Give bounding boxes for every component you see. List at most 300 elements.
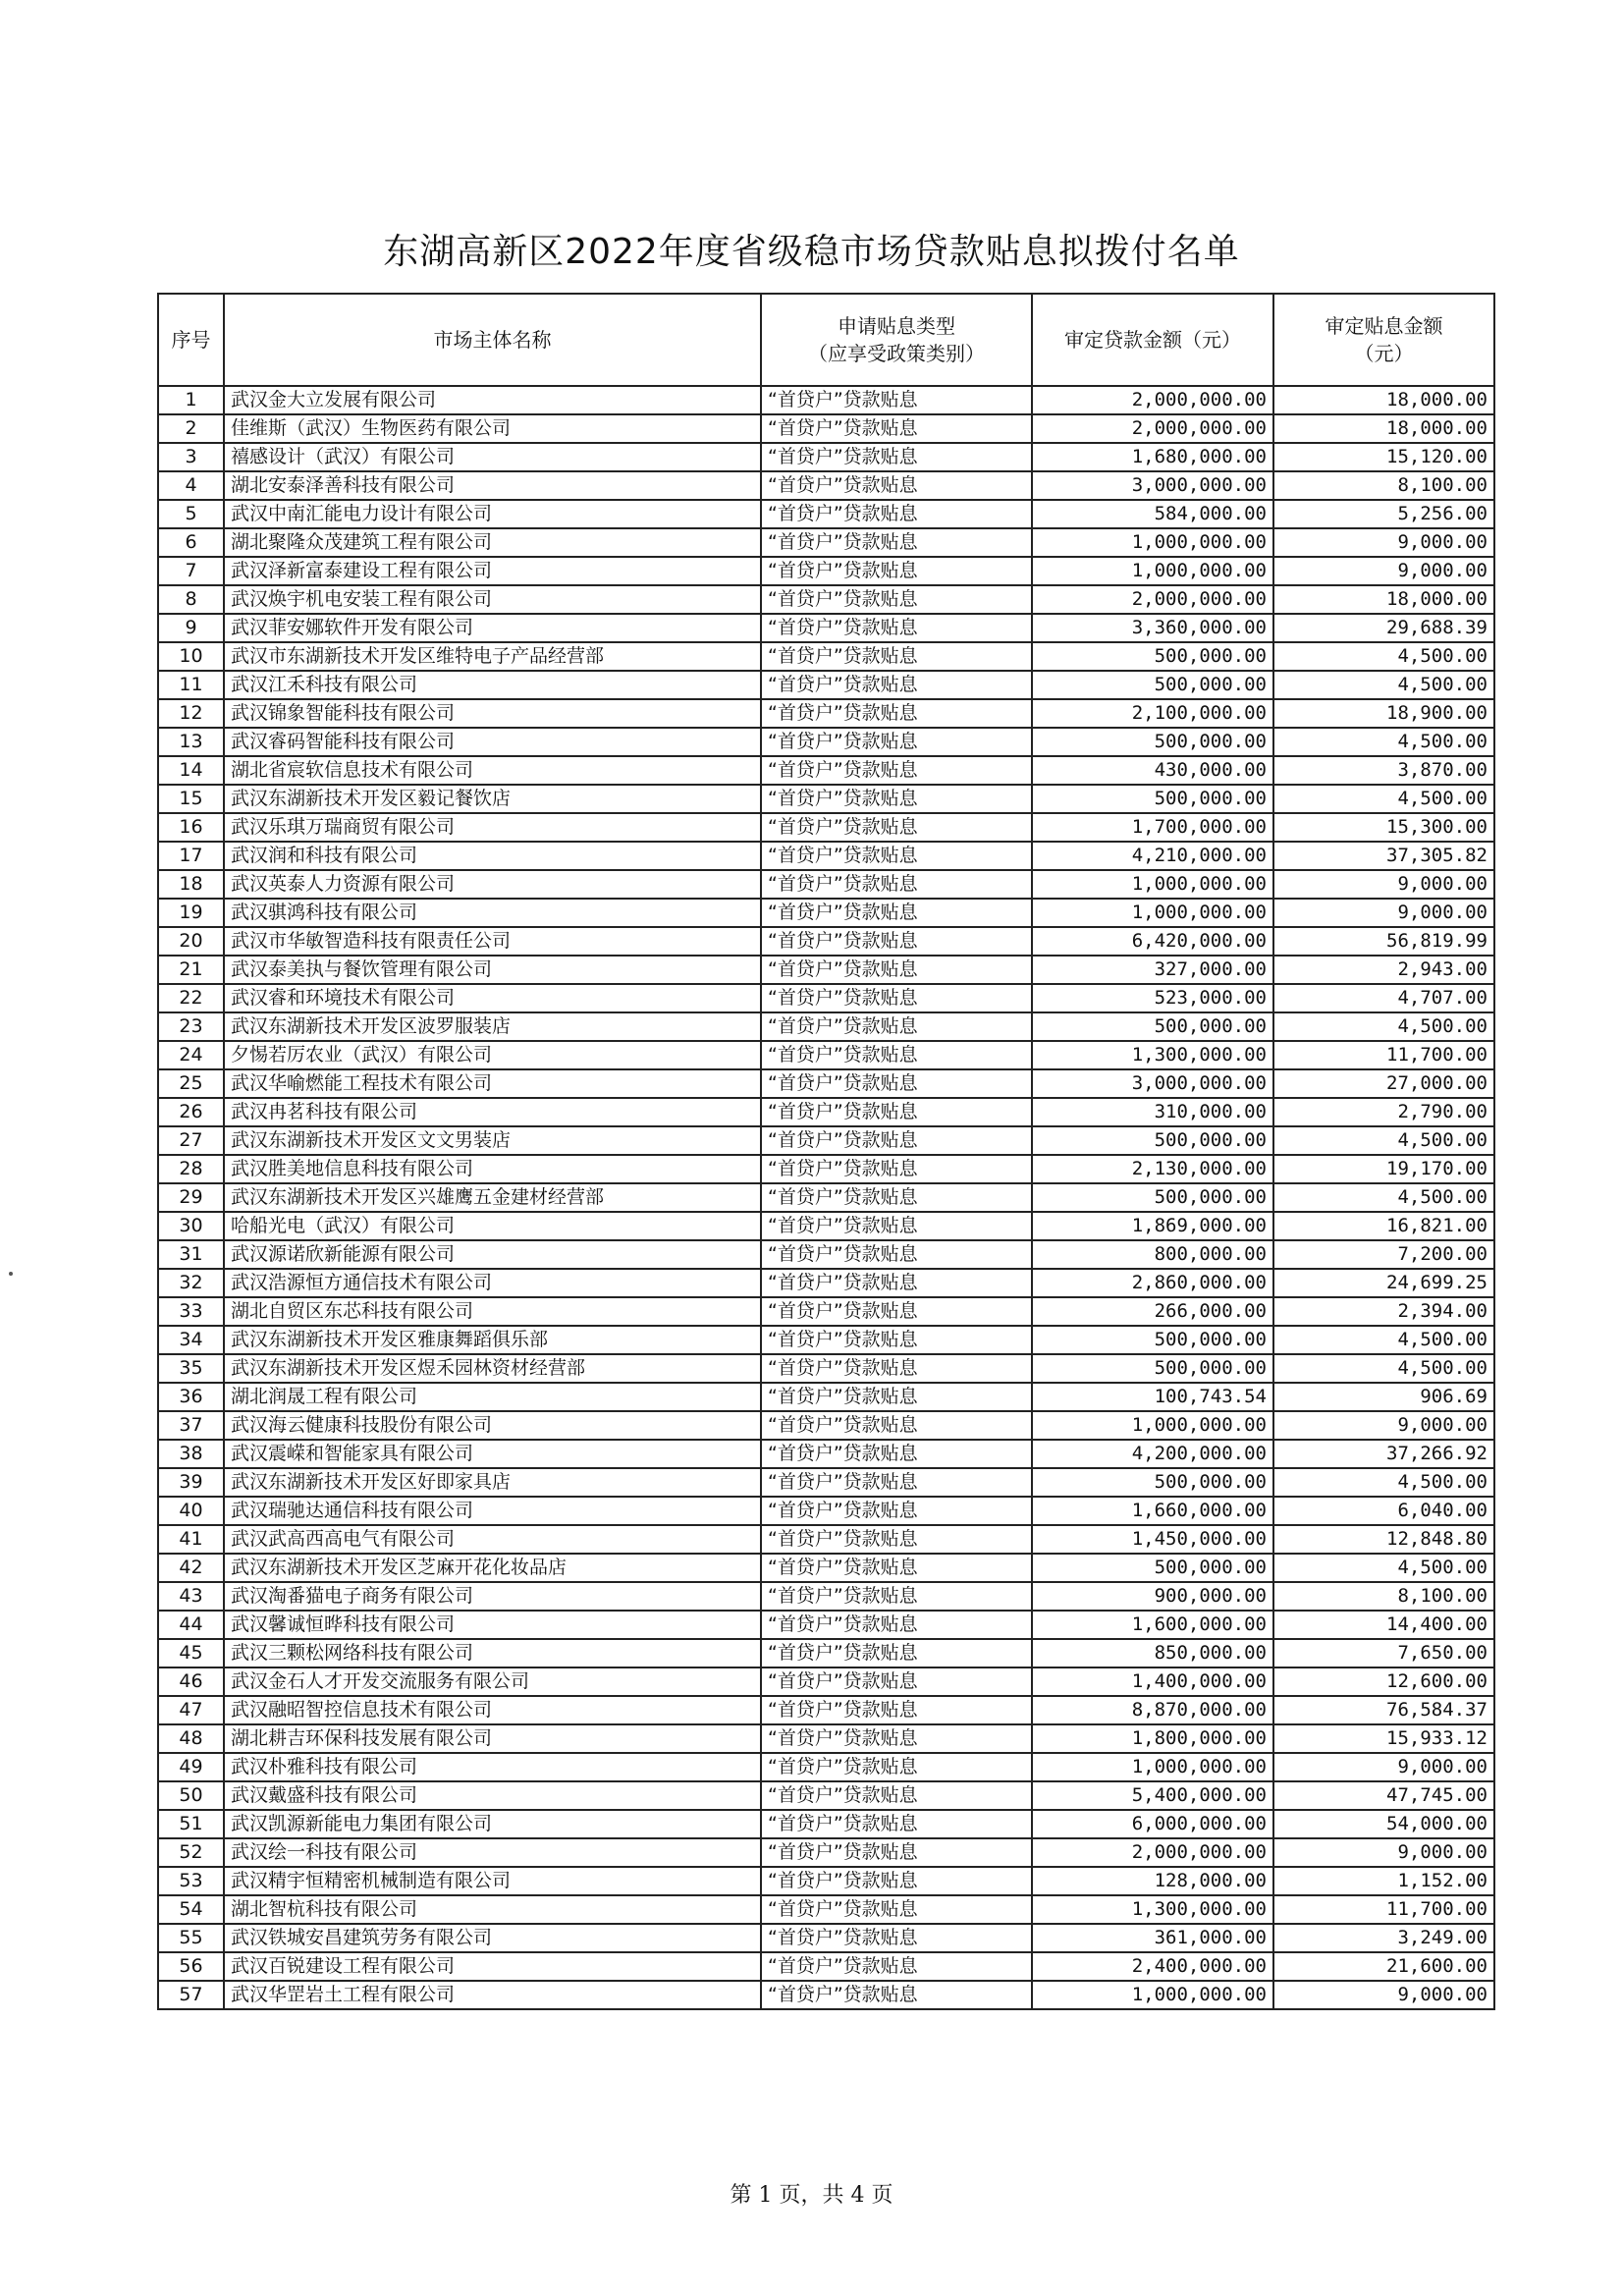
row-type: “首贷户”贷款贴息 — [761, 1098, 1032, 1126]
table-body — [158, 386, 1494, 2009]
page-title: 东湖高新区2022年度省级稳市场贷款贴息拟拨付名单 — [383, 232, 1240, 272]
row-loan: 1,450,000.00 — [1032, 1525, 1273, 1554]
row-name: 武汉戴盛科技有限公司 — [224, 1781, 761, 1810]
table-row — [158, 1269, 1494, 1297]
row-loan: 500,000.00 — [1032, 1183, 1273, 1212]
table-row — [158, 1724, 1494, 1753]
table-row — [158, 1525, 1494, 1554]
row-interest: 21,600.00 — [1273, 1952, 1494, 1981]
row-name: 湖北安泰泽善科技有限公司 — [224, 471, 761, 500]
row-loan: 1,660,000.00 — [1032, 1497, 1273, 1525]
row-loan: 500,000.00 — [1032, 1126, 1273, 1155]
row-interest: 9,000.00 — [1273, 528, 1494, 557]
row-seq: 33 — [158, 1297, 224, 1326]
row-loan: 1,000,000.00 — [1032, 557, 1273, 585]
row-type: “首贷户”贷款贴息 — [761, 728, 1032, 756]
row-seq: 15 — [158, 785, 224, 813]
row-type: “首贷户”贷款贴息 — [761, 1667, 1032, 1696]
row-seq: 7 — [158, 557, 224, 585]
row-name: 武汉睿和环境技术有限公司 — [224, 984, 761, 1012]
row-seq: 11 — [158, 671, 224, 699]
row-interest: 19,170.00 — [1273, 1155, 1494, 1183]
row-type: “首贷户”贷款贴息 — [761, 1525, 1032, 1554]
row-loan: 800,000.00 — [1032, 1240, 1273, 1269]
row-name: 武汉焕宇机电安装工程有限公司 — [224, 585, 761, 614]
row-interest: 14,400.00 — [1273, 1611, 1494, 1639]
table-row — [158, 813, 1494, 842]
page-footer: 第 1 页，共 4 页 — [730, 2183, 893, 2208]
row-loan: 2,130,000.00 — [1032, 1155, 1273, 1183]
row-loan: 1,000,000.00 — [1032, 1981, 1273, 2009]
table-row — [158, 1582, 1494, 1611]
row-name: 武汉淘番猫电子商务有限公司 — [224, 1582, 761, 1611]
row-type: “首贷户”贷款贴息 — [761, 614, 1032, 642]
row-type: “首贷户”贷款贴息 — [761, 1554, 1032, 1582]
row-seq: 13 — [158, 728, 224, 756]
table-row — [158, 1354, 1494, 1383]
row-name: 武汉东湖新技术开发区波罗服装店 — [224, 1012, 761, 1041]
row-name: 武汉凯源新能电力集团有限公司 — [224, 1810, 761, 1838]
row-loan: 584,000.00 — [1032, 500, 1273, 528]
row-name: 武汉百锐建设工程有限公司 — [224, 1952, 761, 1981]
row-type: “首贷户”贷款贴息 — [761, 899, 1032, 927]
row-name: 湖北省宸软信息技术有限公司 — [224, 756, 761, 785]
row-interest: 9,000.00 — [1273, 870, 1494, 899]
row-interest: 24,699.25 — [1273, 1269, 1494, 1297]
table-row — [158, 642, 1494, 671]
row-interest: 4,500.00 — [1273, 642, 1494, 671]
row-seq: 17 — [158, 842, 224, 870]
row-loan: 500,000.00 — [1032, 1012, 1273, 1041]
header-type-line2: （应享受政策类别） — [808, 342, 985, 365]
row-type: “首贷户”贷款贴息 — [761, 1069, 1032, 1098]
row-seq: 6 — [158, 528, 224, 557]
row-seq: 41 — [158, 1525, 224, 1554]
row-seq: 8 — [158, 585, 224, 614]
row-seq: 22 — [158, 984, 224, 1012]
table-row — [158, 1440, 1494, 1468]
row-type: “首贷户”贷款贴息 — [761, 1981, 1032, 2009]
row-type: “首贷户”贷款贴息 — [761, 1383, 1032, 1411]
row-interest: 29,688.39 — [1273, 614, 1494, 642]
row-loan: 2,000,000.00 — [1032, 386, 1273, 414]
row-seq: 32 — [158, 1269, 224, 1297]
row-type: “首贷户”贷款贴息 — [761, 1810, 1032, 1838]
row-seq: 42 — [158, 1554, 224, 1582]
row-name: 武汉泰美执与餐饮管理有限公司 — [224, 956, 761, 984]
row-interest: 16,821.00 — [1273, 1212, 1494, 1240]
table-row — [158, 699, 1494, 728]
row-interest: 2,790.00 — [1273, 1098, 1494, 1126]
row-name: 武汉铁城安昌建筑劳务有限公司 — [224, 1924, 761, 1952]
row-interest: 9,000.00 — [1273, 1753, 1494, 1781]
row-seq: 54 — [158, 1895, 224, 1924]
row-loan: 1,000,000.00 — [1032, 528, 1273, 557]
row-loan: 1,000,000.00 — [1032, 1411, 1273, 1440]
row-seq: 47 — [158, 1696, 224, 1724]
row-type: “首贷户”贷款贴息 — [761, 1696, 1032, 1724]
table-row — [158, 1468, 1494, 1497]
row-name: 武汉东湖新技术开发区文文男装店 — [224, 1126, 761, 1155]
row-name: 武汉瑞驰达通信科技有限公司 — [224, 1497, 761, 1525]
row-seq: 44 — [158, 1611, 224, 1639]
row-loan: 4,210,000.00 — [1032, 842, 1273, 870]
row-type: “首贷户”贷款贴息 — [761, 1012, 1032, 1041]
table-row — [158, 1183, 1494, 1212]
row-interest: 8,100.00 — [1273, 471, 1494, 500]
row-type: “首贷户”贷款贴息 — [761, 642, 1032, 671]
row-interest: 1,152.00 — [1273, 1867, 1494, 1895]
table-header-row — [158, 294, 1494, 386]
row-interest: 18,900.00 — [1273, 699, 1494, 728]
row-loan: 1,680,000.00 — [1032, 443, 1273, 471]
row-seq: 28 — [158, 1155, 224, 1183]
row-type: “首贷户”贷款贴息 — [761, 1867, 1032, 1895]
subsidy-table — [157, 293, 1495, 2010]
row-loan: 500,000.00 — [1032, 728, 1273, 756]
row-seq: 10 — [158, 642, 224, 671]
row-interest: 47,745.00 — [1273, 1781, 1494, 1810]
row-seq: 24 — [158, 1041, 224, 1069]
row-type: “首贷户”贷款贴息 — [761, 1354, 1032, 1383]
table-row — [158, 386, 1494, 414]
row-interest: 27,000.00 — [1273, 1069, 1494, 1098]
row-name: 武汉海云健康科技股份有限公司 — [224, 1411, 761, 1440]
row-name: 湖北耕吉环保科技发展有限公司 — [224, 1724, 761, 1753]
table-row — [158, 443, 1494, 471]
row-name: 佳维斯（武汉）生物医药有限公司 — [224, 414, 761, 443]
row-type: “首贷户”贷款贴息 — [761, 1895, 1032, 1924]
table-row — [158, 1098, 1494, 1126]
row-name: 武汉绘一科技有限公司 — [224, 1838, 761, 1867]
row-interest: 3,870.00 — [1273, 756, 1494, 785]
row-loan: 266,000.00 — [1032, 1297, 1273, 1326]
table-row — [158, 1155, 1494, 1183]
table-row — [158, 1497, 1494, 1525]
row-interest: 906.69 — [1273, 1383, 1494, 1411]
row-interest: 37,305.82 — [1273, 842, 1494, 870]
table-row — [158, 1952, 1494, 1981]
row-type: “首贷户”贷款贴息 — [761, 1611, 1032, 1639]
row-name: 武汉菲安娜软件开发有限公司 — [224, 614, 761, 642]
table-row — [158, 927, 1494, 956]
row-loan: 1,000,000.00 — [1032, 1753, 1273, 1781]
row-interest: 15,120.00 — [1273, 443, 1494, 471]
table-row — [158, 870, 1494, 899]
row-type: “首贷户”贷款贴息 — [761, 1269, 1032, 1297]
row-loan: 2,000,000.00 — [1032, 585, 1273, 614]
header-seq: 序号 — [158, 294, 224, 386]
row-name: 武汉东湖新技术开发区兴雄鹰五金建材经营部 — [224, 1183, 761, 1212]
row-seq: 29 — [158, 1183, 224, 1212]
row-type: “首贷户”贷款贴息 — [761, 1781, 1032, 1810]
row-seq: 14 — [158, 756, 224, 785]
row-type: “首贷户”贷款贴息 — [761, 956, 1032, 984]
row-interest: 4,500.00 — [1273, 1354, 1494, 1383]
row-type: “首贷户”贷款贴息 — [761, 557, 1032, 585]
row-interest: 18,000.00 — [1273, 414, 1494, 443]
table-row — [158, 585, 1494, 614]
header-interest-line2: （元） — [1354, 342, 1414, 365]
row-seq: 43 — [158, 1582, 224, 1611]
row-type: “首贷户”贷款贴息 — [761, 927, 1032, 956]
row-interest: 9,000.00 — [1273, 557, 1494, 585]
row-seq: 35 — [158, 1354, 224, 1383]
row-name: 武汉东湖新技术开发区毅记餐饮店 — [224, 785, 761, 813]
row-loan: 1,700,000.00 — [1032, 813, 1273, 842]
table-row — [158, 728, 1494, 756]
row-seq: 5 — [158, 500, 224, 528]
row-loan: 500,000.00 — [1032, 1468, 1273, 1497]
row-loan: 6,000,000.00 — [1032, 1810, 1273, 1838]
table-row — [158, 1041, 1494, 1069]
row-interest: 9,000.00 — [1273, 1981, 1494, 2009]
row-loan: 523,000.00 — [1032, 984, 1273, 1012]
row-loan: 500,000.00 — [1032, 1554, 1273, 1582]
row-name: 武汉冉茗科技有限公司 — [224, 1098, 761, 1126]
row-type: “首贷户”贷款贴息 — [761, 1212, 1032, 1240]
table-row — [158, 1554, 1494, 1582]
row-seq: 1 — [158, 386, 224, 414]
row-type: “首贷户”贷款贴息 — [761, 1126, 1032, 1155]
row-type: “首贷户”贷款贴息 — [761, 1468, 1032, 1497]
row-name: 湖北智杭科技有限公司 — [224, 1895, 761, 1924]
row-interest: 4,500.00 — [1273, 728, 1494, 756]
row-type: “首贷户”贷款贴息 — [761, 1753, 1032, 1781]
row-loan: 2,000,000.00 — [1032, 1838, 1273, 1867]
row-loan: 1,800,000.00 — [1032, 1724, 1273, 1753]
row-loan: 8,870,000.00 — [1032, 1696, 1273, 1724]
row-name: 武汉骐鸿科技有限公司 — [224, 899, 761, 927]
row-seq: 9 — [158, 614, 224, 642]
table-row — [158, 1383, 1494, 1411]
table-row — [158, 528, 1494, 557]
row-seq: 37 — [158, 1411, 224, 1440]
row-type: “首贷户”贷款贴息 — [761, 443, 1032, 471]
row-loan: 1,300,000.00 — [1032, 1041, 1273, 1069]
row-name: 武汉英泰人力资源有限公司 — [224, 870, 761, 899]
header-interest — [1273, 294, 1494, 386]
row-loan: 5,400,000.00 — [1032, 1781, 1273, 1810]
row-seq: 51 — [158, 1810, 224, 1838]
row-seq: 19 — [158, 899, 224, 927]
row-loan: 500,000.00 — [1032, 642, 1273, 671]
row-type: “首贷户”贷款贴息 — [761, 870, 1032, 899]
row-loan: 500,000.00 — [1032, 785, 1273, 813]
row-interest: 18,000.00 — [1273, 585, 1494, 614]
row-loan: 4,200,000.00 — [1032, 1440, 1273, 1468]
table-row — [158, 1611, 1494, 1639]
table-row — [158, 1126, 1494, 1155]
row-interest: 2,943.00 — [1273, 956, 1494, 984]
row-interest: 11,700.00 — [1273, 1895, 1494, 1924]
row-interest: 76,584.37 — [1273, 1696, 1494, 1724]
row-type: “首贷户”贷款贴息 — [761, 1041, 1032, 1069]
row-seq: 26 — [158, 1098, 224, 1126]
row-type: “首贷户”贷款贴息 — [761, 671, 1032, 699]
table-row — [158, 1838, 1494, 1867]
row-loan: 6,420,000.00 — [1032, 927, 1273, 956]
scan-speck — [9, 1272, 13, 1276]
row-seq: 55 — [158, 1924, 224, 1952]
row-name: 武汉睿码智能科技有限公司 — [224, 728, 761, 756]
row-loan: 3,360,000.00 — [1032, 614, 1273, 642]
row-name: 武汉市东湖新技术开发区维特电子产品经营部 — [224, 642, 761, 671]
row-name: 武汉锦象智能科技有限公司 — [224, 699, 761, 728]
table-row — [158, 500, 1494, 528]
row-type: “首贷户”贷款贴息 — [761, 1724, 1032, 1753]
row-loan: 850,000.00 — [1032, 1639, 1273, 1667]
row-seq: 34 — [158, 1326, 224, 1354]
row-interest: 4,500.00 — [1273, 1012, 1494, 1041]
row-seq: 36 — [158, 1383, 224, 1411]
row-interest: 4,500.00 — [1273, 1554, 1494, 1582]
row-name: 武汉浩源恒方通信技术有限公司 — [224, 1269, 761, 1297]
row-interest: 6,040.00 — [1273, 1497, 1494, 1525]
row-type: “首贷户”贷款贴息 — [761, 386, 1032, 414]
row-seq: 4 — [158, 471, 224, 500]
row-loan: 1,300,000.00 — [1032, 1895, 1273, 1924]
row-name: 武汉源诺欣新能源有限公司 — [224, 1240, 761, 1269]
row-seq: 50 — [158, 1781, 224, 1810]
row-interest: 9,000.00 — [1273, 899, 1494, 927]
row-name: 武汉华喻燃能工程技术有限公司 — [224, 1069, 761, 1098]
row-interest: 7,200.00 — [1273, 1240, 1494, 1269]
row-type: “首贷户”贷款贴息 — [761, 785, 1032, 813]
table-row — [158, 1981, 1494, 2009]
row-interest: 4,500.00 — [1273, 1326, 1494, 1354]
row-interest: 54,000.00 — [1273, 1810, 1494, 1838]
row-interest: 8,100.00 — [1273, 1582, 1494, 1611]
header-type-line1: 申请贴息类型 — [838, 314, 955, 338]
table-row — [158, 1867, 1494, 1895]
row-loan: 1,600,000.00 — [1032, 1611, 1273, 1639]
row-interest: 15,300.00 — [1273, 813, 1494, 842]
row-loan: 500,000.00 — [1032, 671, 1273, 699]
row-loan: 128,000.00 — [1032, 1867, 1273, 1895]
row-loan: 500,000.00 — [1032, 1326, 1273, 1354]
row-name: 夕惕若厉农业（武汉）有限公司 — [224, 1041, 761, 1069]
row-loan: 361,000.00 — [1032, 1924, 1273, 1952]
row-loan: 1,400,000.00 — [1032, 1667, 1273, 1696]
row-seq: 38 — [158, 1440, 224, 1468]
row-name: 武汉江禾科技有限公司 — [224, 671, 761, 699]
row-type: “首贷户”贷款贴息 — [761, 1582, 1032, 1611]
row-type: “首贷户”贷款贴息 — [761, 1326, 1032, 1354]
table-row — [158, 671, 1494, 699]
row-type: “首贷户”贷款贴息 — [761, 699, 1032, 728]
row-name: 武汉朴雅科技有限公司 — [224, 1753, 761, 1781]
row-type: “首贷户”贷款贴息 — [761, 414, 1032, 443]
row-name: 武汉精宇恒精密机械制造有限公司 — [224, 1867, 761, 1895]
row-loan: 1,000,000.00 — [1032, 870, 1273, 899]
row-interest: 5,256.00 — [1273, 500, 1494, 528]
row-seq: 16 — [158, 813, 224, 842]
row-name: 湖北聚隆众茂建筑工程有限公司 — [224, 528, 761, 557]
row-seq: 45 — [158, 1639, 224, 1667]
row-seq: 12 — [158, 699, 224, 728]
row-type: “首贷户”贷款贴息 — [761, 756, 1032, 785]
row-interest: 12,848.80 — [1273, 1525, 1494, 1554]
row-seq: 57 — [158, 1981, 224, 2009]
row-interest: 4,500.00 — [1273, 671, 1494, 699]
row-interest: 18,000.00 — [1273, 386, 1494, 414]
row-type: “首贷户”贷款贴息 — [761, 1639, 1032, 1667]
row-loan: 2,000,000.00 — [1032, 414, 1273, 443]
row-seq: 25 — [158, 1069, 224, 1098]
table-row — [158, 1667, 1494, 1696]
table-row — [158, 984, 1494, 1012]
row-name: 武汉融昭智控信息技术有限公司 — [224, 1696, 761, 1724]
row-type: “首贷户”贷款贴息 — [761, 1155, 1032, 1183]
row-name: 湖北自贸区东芯科技有限公司 — [224, 1297, 761, 1326]
row-seq: 31 — [158, 1240, 224, 1269]
row-loan: 3,000,000.00 — [1032, 1069, 1273, 1098]
row-name: 武汉华罡岩土工程有限公司 — [224, 1981, 761, 2009]
row-name: 武汉东湖新技术开发区芝麻开花化妆品店 — [224, 1554, 761, 1582]
row-loan: 900,000.00 — [1032, 1582, 1273, 1611]
header-type — [761, 294, 1032, 386]
row-loan: 310,000.00 — [1032, 1098, 1273, 1126]
table-row — [158, 1696, 1494, 1724]
row-type: “首贷户”贷款贴息 — [761, 984, 1032, 1012]
row-name: 武汉馨诚恒晔科技有限公司 — [224, 1611, 761, 1639]
row-type: “首贷户”贷款贴息 — [761, 500, 1032, 528]
table-row — [158, 471, 1494, 500]
table-row — [158, 1240, 1494, 1269]
table-row — [158, 1924, 1494, 1952]
row-seq: 48 — [158, 1724, 224, 1753]
table-row — [158, 756, 1494, 785]
table-row — [158, 1753, 1494, 1781]
row-interest: 7,650.00 — [1273, 1639, 1494, 1667]
row-seq: 49 — [158, 1753, 224, 1781]
row-loan: 100,743.54 — [1032, 1383, 1273, 1411]
header-name: 市场主体名称 — [224, 294, 761, 386]
table-row — [158, 614, 1494, 642]
row-seq: 20 — [158, 927, 224, 956]
row-seq: 46 — [158, 1667, 224, 1696]
row-type: “首贷户”贷款贴息 — [761, 1838, 1032, 1867]
row-interest: 37,266.92 — [1273, 1440, 1494, 1468]
row-seq: 56 — [158, 1952, 224, 1981]
row-type: “首贷户”贷款贴息 — [761, 1497, 1032, 1525]
row-type: “首贷户”贷款贴息 — [761, 1440, 1032, 1468]
row-name: 武汉三颗松网络科技有限公司 — [224, 1639, 761, 1667]
row-loan: 327,000.00 — [1032, 956, 1273, 984]
row-loan: 3,000,000.00 — [1032, 471, 1273, 500]
table-row — [158, 1297, 1494, 1326]
row-loan: 430,000.00 — [1032, 756, 1273, 785]
row-interest: 9,000.00 — [1273, 1838, 1494, 1867]
row-type: “首贷户”贷款贴息 — [761, 1924, 1032, 1952]
table-row — [158, 842, 1494, 870]
row-interest: 4,707.00 — [1273, 984, 1494, 1012]
row-interest: 4,500.00 — [1273, 785, 1494, 813]
row-type: “首贷户”贷款贴息 — [761, 1952, 1032, 1981]
row-seq: 53 — [158, 1867, 224, 1895]
table-row — [158, 1639, 1494, 1667]
table-row — [158, 899, 1494, 927]
row-seq: 30 — [158, 1212, 224, 1240]
row-seq: 18 — [158, 870, 224, 899]
table-row — [158, 956, 1494, 984]
row-type: “首贷户”贷款贴息 — [761, 1183, 1032, 1212]
row-interest: 56,819.99 — [1273, 927, 1494, 956]
row-loan: 1,869,000.00 — [1032, 1212, 1273, 1240]
table-row — [158, 557, 1494, 585]
row-name: 禧感设计（武汉）有限公司 — [224, 443, 761, 471]
